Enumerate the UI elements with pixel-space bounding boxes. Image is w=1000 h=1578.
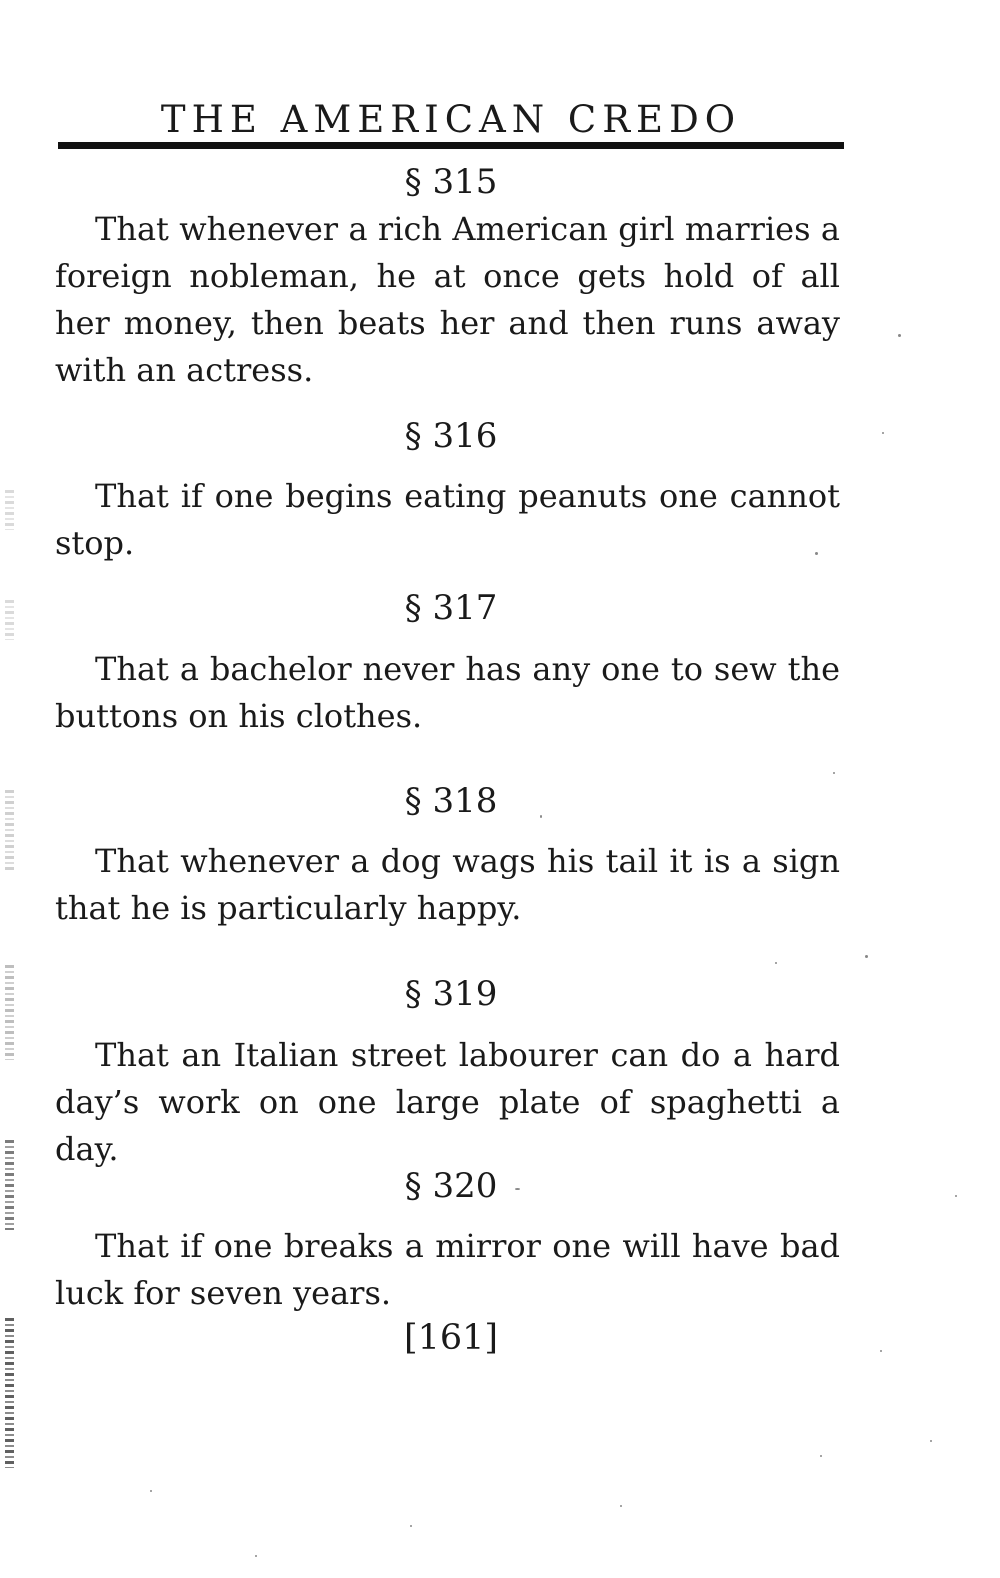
- section-number: § 320: [404, 1166, 498, 1206]
- scan-speck: [775, 962, 777, 964]
- scan-speck: [540, 815, 542, 818]
- scan-speck: [150, 1490, 152, 1492]
- scan-edge-artifact: [5, 1140, 14, 1230]
- scan-speck: [620, 1505, 622, 1507]
- scan-edge-artifact: [5, 490, 14, 530]
- scan-speck: [865, 955, 868, 958]
- scan-speck: [880, 1350, 882, 1352]
- section-text: That if one begins eating peanuts one cannot stop.: [55, 477, 840, 562]
- scan-edge-artifact: [5, 1318, 14, 1468]
- running-head-rule: [58, 142, 844, 149]
- scan-speck: [898, 334, 901, 337]
- scan-speck: [882, 432, 884, 434]
- section-number: § 319: [404, 974, 498, 1014]
- page-number: [161]: [403, 1318, 499, 1358]
- scan-speck: [255, 1555, 257, 1557]
- scan-speck: [930, 1440, 932, 1442]
- scan-edge-artifact: [5, 600, 14, 640]
- section-text: That whenever a dog wags his tail it is a sign that he is particularly happy.: [55, 842, 840, 927]
- running-head: THE AMERICAN CREDO: [160, 98, 742, 141]
- section-text: That an Italian street labourer can do a hard day’s work on one large plate of spaghetti a day.: [55, 1036, 840, 1168]
- scan-speck: [815, 552, 818, 555]
- scan-speck: [515, 1188, 520, 1190]
- section-number: § 317: [404, 588, 498, 628]
- scan-speck: [820, 1455, 822, 1457]
- scan-edge-artifact: [5, 965, 14, 1060]
- scan-speck: [955, 1195, 957, 1197]
- section-text: That if one breaks a mirror one will have bad luck for seven years.: [55, 1227, 840, 1312]
- section-number: § 318: [404, 781, 498, 821]
- scan-speck: [410, 1525, 412, 1527]
- section-number: § 315: [404, 162, 498, 202]
- section-text: That a bachelor never has any one to sew the buttons on his clothes.: [55, 650, 840, 735]
- scan-edge-artifact: [5, 790, 14, 870]
- section-text: That whenever a rich American girl marries a foreign nobleman, he at once gets hold of all her money, then beats her and then runs away with an actress.: [55, 210, 840, 389]
- section-number: § 316: [404, 416, 498, 456]
- scan-speck: [833, 772, 835, 774]
